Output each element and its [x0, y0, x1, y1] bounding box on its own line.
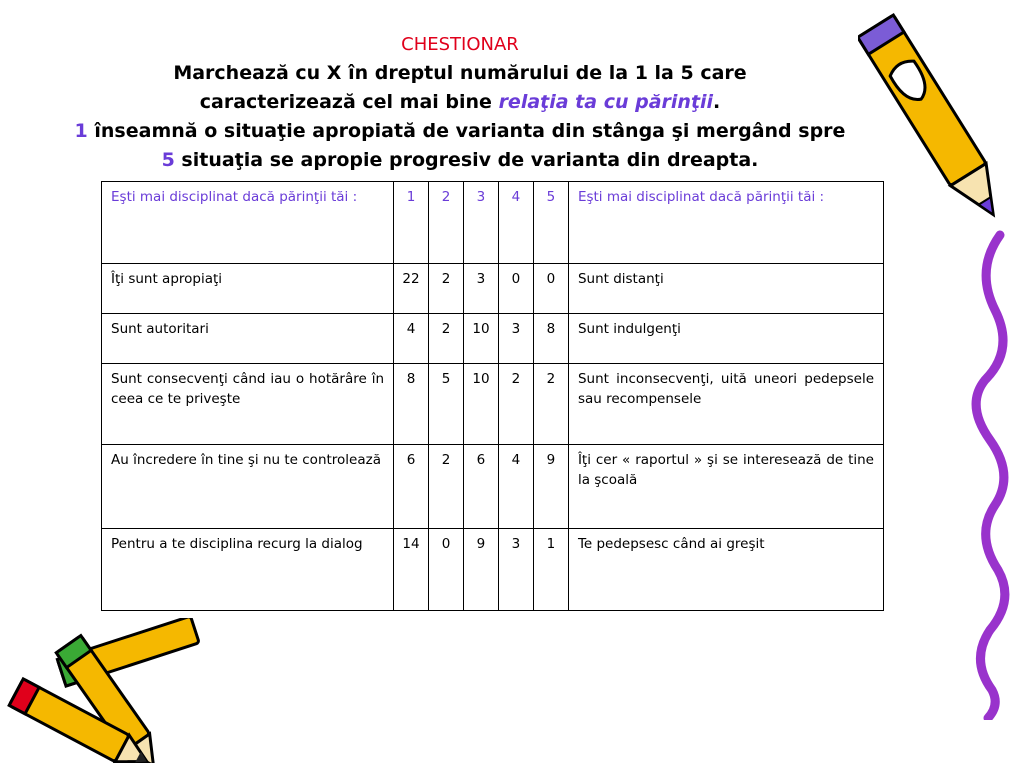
table-row	[102, 314, 884, 364]
scale-max-number: 5	[161, 149, 175, 171]
table-header-row	[102, 182, 884, 264]
row-value-1: 6	[394, 445, 429, 529]
header-col-2: 2	[429, 182, 464, 264]
row-right-label: Sunt inconsecvenţi, uită uneori pedepsele sau recompensele	[568, 364, 883, 445]
instruction-emphasis: relaţia ta cu părinţii	[498, 91, 714, 113]
row-value-1: 8	[394, 364, 429, 445]
row-right-label: Îţi cer « raportul » şi se interesează de tine la şcoală	[568, 445, 883, 529]
row-value-4: 2	[498, 364, 533, 445]
pencils-icon	[0, 618, 205, 763]
instruction-line-4-text: situaţia se apropie progresiv de varianta din dreapta.	[174, 149, 759, 171]
row-left-label: Pentru a te disciplina recurg la dialog	[102, 529, 394, 611]
row-value-4: 3	[498, 314, 533, 364]
row-right-label: Sunt distanţi	[568, 264, 883, 314]
row-left-label: Îţi sunt apropiaţi	[102, 264, 394, 314]
row-value-2: 2	[429, 264, 464, 314]
table-row	[102, 445, 884, 529]
header-col-1: 1	[394, 182, 429, 264]
row-value-1: 14	[394, 529, 429, 611]
row-value-1: 4	[394, 314, 429, 364]
header-col-5: 5	[533, 182, 568, 264]
instruction-line-1: Marchează cu X în dreptul numărului de la 1 la 5 care	[173, 62, 747, 84]
squiggle-icon	[960, 230, 1020, 720]
row-value-3: 10	[463, 314, 498, 364]
row-right-label: Te pedepsesc când ai greşit	[568, 529, 883, 611]
row-value-2: 0	[429, 529, 464, 611]
row-value-3: 3	[463, 264, 498, 314]
header	[40, 30, 880, 175]
scale-min-number: 1	[74, 120, 88, 142]
header-right-cell: Eşti mai disciplinat dacă părinţii tăi :	[568, 182, 883, 264]
row-value-2: 2	[429, 445, 464, 529]
instruction-line-2-text: caracterizează cel mai bine	[199, 91, 499, 113]
row-value-5: 2	[533, 364, 568, 445]
instruction-line-4	[40, 146, 880, 175]
table-row	[102, 264, 884, 314]
row-value-4: 0	[498, 264, 533, 314]
row-value-1: 22	[394, 264, 429, 314]
row-value-4: 3	[498, 529, 533, 611]
row-value-2: 2	[429, 314, 464, 364]
row-left-label: Sunt consecvenţi când iau o hotărâre în ceea ce te priveşte	[102, 364, 394, 445]
row-value-5: 1	[533, 529, 568, 611]
row-value-5: 9	[533, 445, 568, 529]
row-value-3: 9	[463, 529, 498, 611]
instruction-line-3	[40, 117, 880, 146]
instruction-line-3-text: înseamnă o situaţie apropiată de varianta din stânga şi mergând spre	[87, 120, 846, 142]
row-value-5: 8	[533, 314, 568, 364]
header-col-3: 3	[463, 182, 498, 264]
instruction-line-2	[40, 88, 880, 117]
row-value-3: 10	[463, 364, 498, 445]
table-row	[102, 364, 884, 445]
row-value-3: 6	[463, 445, 498, 529]
instruction-line-2-end: .	[713, 91, 721, 113]
row-value-5: 0	[533, 264, 568, 314]
row-left-label: Sunt autoritari	[102, 314, 394, 364]
pencil-icon	[858, 0, 1008, 245]
questionnaire-table	[101, 181, 884, 611]
row-right-label: Sunt indulgenţi	[568, 314, 883, 364]
row-value-4: 4	[498, 445, 533, 529]
header-left-cell: Eşti mai disciplinat dacă părinţii tăi :	[102, 182, 394, 264]
row-value-2: 5	[429, 364, 464, 445]
row-left-label: Au încredere în tine şi nu te controlează	[102, 445, 394, 529]
page-title: CHESTIONAR	[401, 34, 519, 55]
table-row	[102, 529, 884, 611]
header-col-4: 4	[498, 182, 533, 264]
